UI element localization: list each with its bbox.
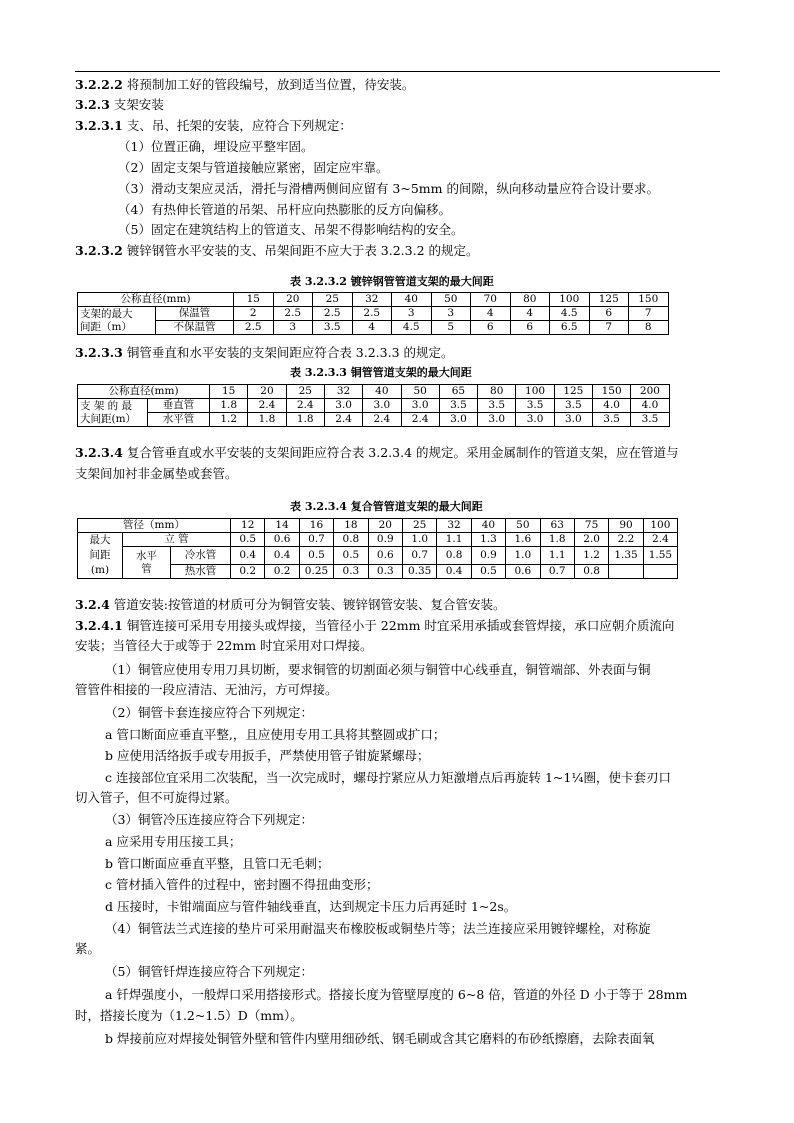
table-cell: 2.4 <box>363 413 401 427</box>
table-cell: 25 <box>402 519 436 533</box>
table-cell: 0.8 <box>334 533 368 547</box>
table-cell: 6 <box>589 307 629 321</box>
table-cell: 3.0 <box>439 413 477 427</box>
table-cell: 4 <box>352 321 392 335</box>
table-cell: 20 <box>273 293 313 307</box>
table-cell: 2.5 <box>352 307 392 321</box>
table-cell: 100 <box>643 519 677 533</box>
list-item: （5）铜管钎焊连接应符合下列规定： <box>105 964 313 979</box>
table-cell: 15 <box>210 385 248 399</box>
table-cell: 3.5 <box>631 413 669 427</box>
table-cell: 3.5 <box>439 399 477 413</box>
table-cell: 20 <box>248 385 286 399</box>
table-cell: 1.8 <box>248 413 286 427</box>
table-cell: 0.35 <box>402 565 436 579</box>
table-cell: 4.5 <box>550 307 590 321</box>
row-label: 最大 间距 (m) <box>78 533 123 579</box>
heading-3-2-3: 3.2.3 支架安装 <box>75 97 164 112</box>
table-cell: 7 <box>589 321 629 335</box>
list-item: （3）滑动支架应灵活，滑托与滑槽两侧间应留有 3~5mm 的间隙，纵向移动量应符合设计要求。 <box>118 181 659 196</box>
table-cell: 0.3 <box>334 565 368 579</box>
table-cell: 0.2 <box>231 565 265 579</box>
paragraph-continuation: 安装；当管径大于或等于 22mm 时宜采用对口焊接。 <box>75 638 373 653</box>
table-cell: 150 <box>592 385 630 399</box>
table-cell: 125 <box>554 385 592 399</box>
table-cell: 75 <box>574 519 608 533</box>
table-cell: 1.2 <box>210 413 248 427</box>
table-cell: 3.5 <box>516 399 554 413</box>
table-galvanized-steel-spacing <box>77 292 669 335</box>
table-cell: 18 <box>334 519 368 533</box>
table-cell: 65 <box>439 385 477 399</box>
table-cell: 63 <box>540 519 574 533</box>
table-cell: 20 <box>368 519 402 533</box>
table-cell: 0.3 <box>368 565 402 579</box>
table-cell: 4 <box>510 307 550 321</box>
table-cell: 2.2 <box>609 533 643 547</box>
table-cell: 1.55 <box>643 547 677 565</box>
table-cell: 0.7 <box>402 547 436 565</box>
table-cell: 3.0 <box>401 399 439 413</box>
table-cell: 3 <box>431 307 471 321</box>
table-cell: 40 <box>363 385 401 399</box>
list-item: （4）铜管法兰式连接的垫片可采用耐温夹布橡胶板或铜垫片等；法兰连接应采用镀锌螺栓，对称旋 <box>105 921 651 936</box>
row-label: 不保温管 <box>156 321 234 335</box>
table-cell: 0.25 <box>299 565 333 579</box>
table-cell: 0.6 <box>265 533 299 547</box>
table-cell <box>643 565 677 579</box>
table-cell: 2.4 <box>248 399 286 413</box>
table-cell: 80 <box>510 293 550 307</box>
table-cell: 32 <box>324 385 362 399</box>
table-cell: 2.4 <box>643 533 677 547</box>
table-cell: 3.0 <box>554 413 592 427</box>
list-item: a 管口断面应垂直平整,，且应使用专用工具将其整圆或扩口； <box>105 727 446 742</box>
table-cell: 4 <box>471 307 511 321</box>
table-header: 公称直径(mm) <box>78 293 234 307</box>
table-cell: 3.5 <box>478 399 516 413</box>
table-cell: 0.7 <box>540 565 574 579</box>
table-cell: 100 <box>550 293 590 307</box>
table-cell: 100 <box>516 385 554 399</box>
table-cell: 1.35 <box>609 547 643 565</box>
table-cell: 1.6 <box>506 533 540 547</box>
paragraph-3-2-4-1: 3.2.4.1 铜管连接可采用专用接头或焊接，当管径小于 22mm 时宜采用承插或套管焊接，承口应朝介质流向 <box>75 618 675 633</box>
table-header: 公称直径(mm) <box>78 385 210 399</box>
table-cell: 2.5 <box>273 307 313 321</box>
paragraph-3-2-3-4: 3.2.3.4 复合管垂直或水平安装的支架间距应符合表 3.2.3.4 的规定。采用金属制作的管道支架，应在管道与 <box>75 445 679 460</box>
list-item: b 应使用活络扳手或专用扳手，严禁使用管子钳旋紧螺母； <box>105 748 430 763</box>
table-copper-pipe-spacing <box>77 384 670 427</box>
table-cell: 1.0 <box>402 533 436 547</box>
row-label: 垂直管 <box>148 399 210 413</box>
row-label: 水平 管 <box>123 547 171 579</box>
row-label: 水平管 <box>148 413 210 427</box>
table-cell: 6 <box>471 321 511 335</box>
table-cell: 0.4 <box>265 547 299 565</box>
row-label: 冷水管 <box>171 547 231 565</box>
header-rule <box>75 71 720 72</box>
paragraph-3-2-4: 3.2.4 管道安装:按管道的材质可分为铜管安装、镀锌钢管安装、复合管安装。 <box>75 597 506 612</box>
table-cell: 2.5 <box>313 307 353 321</box>
paragraph-continuation: 时，搭接长度为（1.2~1.5）D（mm）。 <box>75 1008 303 1023</box>
list-item: （3）铜管冷压连接应符合下列规定： <box>105 812 313 827</box>
paragraph-continuation: 切入管子，但不可旋得过紧。 <box>75 790 238 805</box>
list-item: （5）固定在建筑结构上的管道支、吊架不得影响结构的安全。 <box>118 222 464 237</box>
table-cell: 3 <box>273 321 313 335</box>
table-cell: 0.4 <box>437 565 471 579</box>
table-cell: 15 <box>234 293 274 307</box>
list-item: （2）固定支架与管道接触应紧密，固定应牢靠。 <box>118 160 389 175</box>
table-cell: 3.0 <box>324 399 362 413</box>
list-item: （1）位置正确，埋设应平整牢固。 <box>118 139 314 154</box>
table-cell: 3 <box>392 307 432 321</box>
table-cell: 70 <box>471 293 511 307</box>
list-item: c 管材插入管件的过程中，密封圈不得扭曲变形； <box>105 877 379 892</box>
list-item: a 钎焊强度小，一般焊口采用搭接形式。搭接长度为管壁厚度的 6~8 倍，管道的外径 D 小于等于 28mm <box>105 987 688 1002</box>
table-cell: 50 <box>431 293 471 307</box>
table-cell: 4.0 <box>631 399 669 413</box>
table-cell: 1.1 <box>540 547 574 565</box>
table-cell: 0.8 <box>574 565 608 579</box>
paragraph-3-2-3-3: 3.2.3.3 铜管垂直和水平安装的支架间距应符合表 3.2.3.3 的规定。 <box>75 345 454 360</box>
table-composite-pipe-spacing <box>77 518 678 579</box>
table-cell: 25 <box>313 293 353 307</box>
table-caption: 表 3.2.3.2 镀锌钢管管道支架的最大间距 <box>290 275 494 288</box>
table-cell: 2.0 <box>574 533 608 547</box>
table-cell: 16 <box>299 519 333 533</box>
table-cell: 4.5 <box>392 321 432 335</box>
table-cell: 50 <box>401 385 439 399</box>
table-cell: 40 <box>392 293 432 307</box>
list-item: a 应采用专用压接工具； <box>105 834 242 849</box>
list-item: c 连接部位宜采用二次装配，当一次完成时，螺母拧紧应从力矩激增点后再旋转 1~1¼圈，使卡套刃口 <box>105 770 671 785</box>
paragraph-continuation: 支架间加衬非金属垫或套管。 <box>75 466 238 481</box>
table-caption: 表 3.2.3.4 复合管管道支架的最大间距 <box>290 500 483 513</box>
table-cell: 4.0 <box>592 399 630 413</box>
paragraph-3-2-2-2: 3.2.2.2 将预制加工好的管段编号，放到适当位置，待安装。 <box>75 77 415 92</box>
paragraph-continuation: 紧。 <box>75 941 101 956</box>
table-cell: 25 <box>286 385 324 399</box>
table-cell: 1.1 <box>437 533 471 547</box>
table-cell: 3.0 <box>363 399 401 413</box>
table-cell: 14 <box>265 519 299 533</box>
table-cell: 1.2 <box>574 547 608 565</box>
table-cell: 6 <box>510 321 550 335</box>
table-cell: 0.9 <box>471 547 505 565</box>
table-cell: 0.6 <box>506 565 540 579</box>
table-cell: 5 <box>431 321 471 335</box>
table-cell: 1.8 <box>286 413 324 427</box>
table-cell: 2 <box>234 307 274 321</box>
table-cell: 12 <box>231 519 265 533</box>
list-item: （1）铜管应使用专用刀具切断，要求铜管的切割面必须与铜管中心线垂直，铜管端部、外表面与铜 <box>105 662 651 677</box>
table-cell: 3.5 <box>592 413 630 427</box>
table-cell: 2.4 <box>324 413 362 427</box>
table-cell <box>609 565 643 579</box>
table-cell: 0.4 <box>231 547 265 565</box>
table-cell: 1.8 <box>540 533 574 547</box>
table-cell: 0.7 <box>299 533 333 547</box>
table-cell: 2.5 <box>234 321 274 335</box>
list-item: b 管口断面应垂直平整，且管口无毛刺； <box>105 856 330 871</box>
table-cell: 40 <box>471 519 505 533</box>
table-cell: 0.5 <box>334 547 368 565</box>
table-cell: 3.0 <box>478 413 516 427</box>
table-cell: 80 <box>478 385 516 399</box>
table-cell: 3.5 <box>313 321 353 335</box>
table-cell: 32 <box>352 293 392 307</box>
paragraph-3-2-3-2: 3.2.3.2 镀锌钢管水平安装的支、吊架间距不应大于表 3.2.3.2 的规定。 <box>75 243 479 258</box>
table-cell: 200 <box>631 385 669 399</box>
table-cell: 3.0 <box>516 413 554 427</box>
table-caption: 表 3.2.3.3 铜管管道支架的最大间距 <box>290 366 472 379</box>
table-cell: 0.2 <box>265 565 299 579</box>
list-item: b 焊接前应对焊接处铜管外壁和管件内壁用细砂纸、钢毛刷或含其它磨料的布砂纸擦磨，去除表面氧 <box>105 1031 655 1046</box>
row-label: 保温管 <box>156 307 234 321</box>
table-cell: 1.0 <box>506 547 540 565</box>
table-cell: 2.4 <box>286 399 324 413</box>
paragraph-3-2-3-1: 3.2.3.1 支、吊、托架的安装，应符合下列规定： <box>75 118 352 133</box>
list-item: （2）铜管卡套连接应符合下列规定： <box>105 705 313 720</box>
table-cell: 125 <box>589 293 629 307</box>
table-cell: 0.9 <box>368 533 402 547</box>
row-label: 支 架 的 最 大间距(m） <box>78 399 148 427</box>
table-cell: 0.5 <box>231 533 265 547</box>
table-cell: 3.5 <box>554 399 592 413</box>
table-cell: 32 <box>437 519 471 533</box>
table-cell: 8 <box>629 321 669 335</box>
table-header: 管径（mm） <box>78 519 231 533</box>
paragraph-continuation: 管管件相接的一段应清洁、无油污，方可焊接。 <box>75 682 338 697</box>
list-item: （4）有热伸长管道的吊架、吊杆应向热膨胀的反方向偏移。 <box>118 202 451 217</box>
list-item: d 压接时，卡钳端面应与管件轴线垂直，达到规定卡压力后再延时 1~2s。 <box>105 899 517 914</box>
table-cell: 150 <box>629 293 669 307</box>
table-cell: 6.5 <box>550 321 590 335</box>
table-cell: 2.4 <box>401 413 439 427</box>
table-cell: 90 <box>609 519 643 533</box>
table-cell: 1.3 <box>471 533 505 547</box>
row-label: 立 管 <box>123 533 231 547</box>
table-cell: 0.5 <box>299 547 333 565</box>
table-cell: 1.8 <box>210 399 248 413</box>
row-label: 支架的最大 间距（m） <box>78 307 156 335</box>
table-cell: 0.5 <box>471 565 505 579</box>
table-cell: 0.8 <box>437 547 471 565</box>
table-cell: 0.6 <box>368 547 402 565</box>
table-cell: 7 <box>629 307 669 321</box>
table-cell: 50 <box>506 519 540 533</box>
row-label: 热水管 <box>171 565 231 579</box>
